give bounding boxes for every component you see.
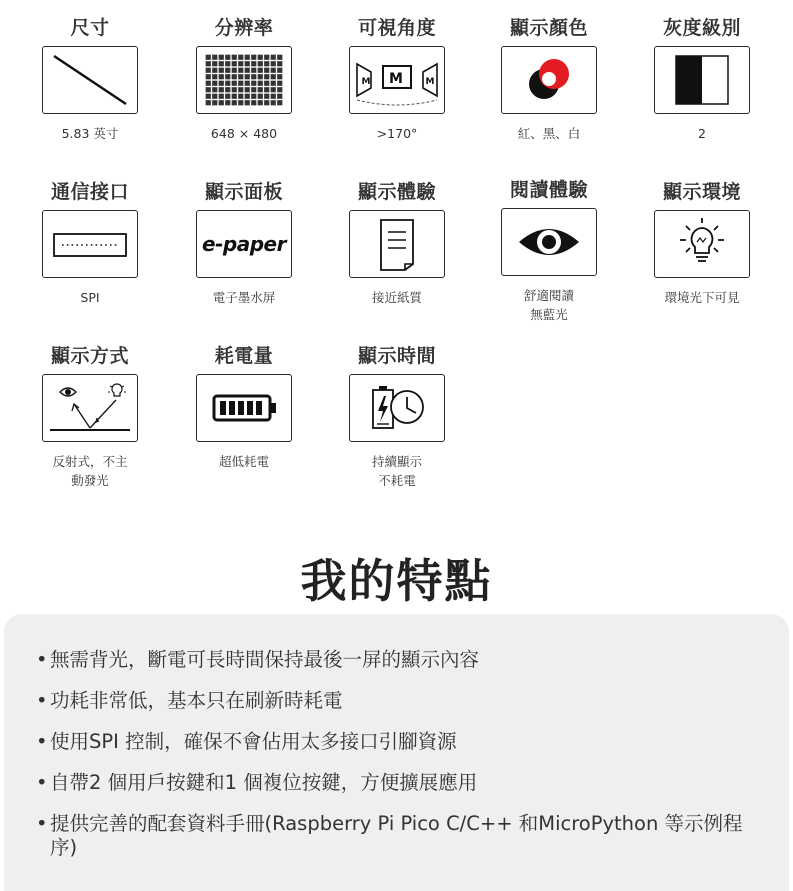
- spec-title: 顯示體驗: [357, 181, 436, 203]
- spec-value: >170°: [376, 126, 418, 141]
- svg-text:M: M: [361, 77, 371, 87]
- spec-resolution: [184, 14, 304, 143]
- spec-grayscale: [642, 14, 762, 143]
- battery-icon: [196, 374, 292, 442]
- spec-size: [30, 14, 150, 143]
- connector-icon: [42, 210, 138, 278]
- epaper-icon-text: e-paper: [202, 232, 286, 256]
- battery-clock-icon: [349, 374, 445, 442]
- spec-title: 顯示時間: [357, 345, 436, 367]
- feature-item: • 自帶2 個用戶按鍵和1 個複位按鍵，方便擴展應用: [36, 771, 766, 795]
- feature-item: • 使用SPI 控制，確保不會佔用太多接口引腳資源: [36, 730, 766, 754]
- feature-item: • 功耗非常低，基本只在刷新時耗電: [36, 689, 766, 713]
- viewing-angle-icon: [349, 46, 445, 114]
- spec-experience: [337, 178, 457, 307]
- spec-value: 紅、黑、白: [517, 126, 581, 141]
- eye-icon: [501, 208, 597, 276]
- spec-reading: [489, 176, 609, 324]
- spec-value: 環境光下可見: [664, 290, 740, 305]
- spec-panel: [184, 178, 304, 307]
- spec-value: 2: [698, 126, 706, 141]
- spec-viewing-angle: [337, 14, 457, 143]
- spec-power: [184, 342, 304, 471]
- light-bulb-icon: [654, 210, 750, 278]
- svg-text:M: M: [425, 77, 435, 87]
- spec-title: 分辨率: [214, 17, 274, 39]
- spec-value: 電子墨水屏: [212, 290, 276, 305]
- grayscale-icon: [654, 46, 750, 114]
- spec-value: 持續顯示 不耗電: [371, 454, 422, 488]
- spec-value: 超低耗電: [218, 454, 269, 469]
- color-circles-icon: [501, 46, 597, 114]
- spec-title: 顯示面板: [204, 181, 283, 203]
- features-title: 我的特點: [300, 554, 493, 608]
- spec-title: 可視角度: [357, 17, 436, 39]
- spec-title: 閱讀體驗: [509, 179, 588, 201]
- spec-title: 顯示方式: [50, 345, 129, 367]
- spec-display-color: [489, 14, 609, 143]
- spec-display-time: [337, 342, 457, 490]
- epaper-icon: [196, 210, 292, 278]
- svg-text:M: M: [389, 71, 403, 87]
- spec-value: 5.83 英寸: [61, 126, 119, 141]
- paper-document-icon: [349, 210, 445, 278]
- feature-item: • 無需背光，斷電可長時間保持最後一屏的顯示內容: [36, 648, 766, 672]
- spec-title: 灰度級別: [662, 17, 741, 39]
- diagonal-size-icon: [42, 46, 138, 114]
- feature-item: • 提供完善的配套資料手冊(Raspberry Pi Pico C/C++ 和MicroPython 等示例程序): [36, 812, 766, 860]
- spec-display-mode: [30, 342, 150, 490]
- spec-title: 顯示環境: [662, 181, 741, 203]
- spec-value: 接近紙質: [371, 290, 422, 305]
- spec-value: 648 × 480: [210, 126, 278, 141]
- features-panel: [4, 614, 789, 891]
- spec-value: 反射式，不主 動發光: [52, 454, 128, 488]
- reflection-icon: [42, 374, 138, 442]
- spec-value: 舒適閱讀 無藍光: [523, 288, 574, 322]
- spec-interface: [30, 178, 150, 307]
- spec-title: 通信接口: [50, 181, 129, 203]
- pixel-grid-icon: [196, 46, 292, 114]
- spec-environment: [642, 178, 762, 307]
- spec-title: 尺寸: [70, 17, 110, 39]
- spec-title: 顯示顏色: [509, 17, 588, 39]
- feature-list: [36, 648, 766, 877]
- spec-title: 耗電量: [214, 345, 274, 367]
- spec-value: SPI: [80, 290, 100, 305]
